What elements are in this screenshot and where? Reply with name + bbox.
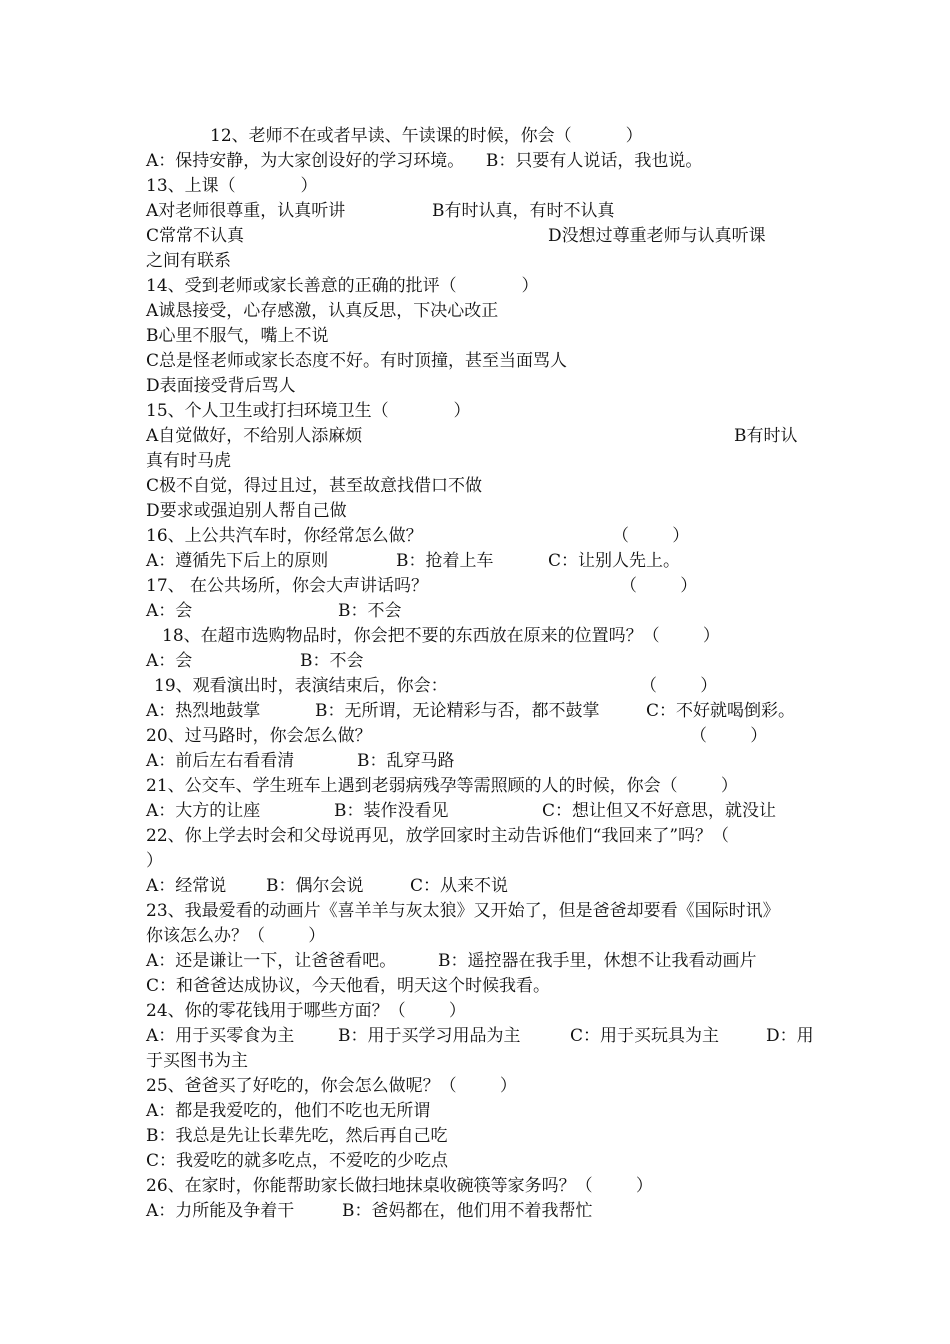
q21-option-c: C：想让但又不好意思，就没让 (542, 801, 777, 821)
q14-option-a: A诚恳接受，心存感激，认真反思，下决心改正 (146, 301, 499, 321)
q26-option-b: B：爸妈都在，他们用不着我帮忙 (342, 1201, 593, 1221)
q16-option-a: A：遵循先下后上的原则 (146, 551, 329, 571)
q15-option-b-cont: 真有时马虎 (146, 451, 231, 471)
q17-answer-blank: （ ） (620, 576, 698, 596)
q16-option-b: B：抢着上车 (396, 551, 494, 571)
q20-answer-blank: （ ） (690, 726, 768, 746)
q17-option-a: A：会 (146, 601, 193, 621)
question-26: 26、在家时，你能帮助家长做扫地抹桌收碗筷等家务吗？（ ） (146, 1176, 653, 1196)
q13-option-b: B有时认真，有时不认真 (432, 201, 615, 221)
q22-option-a: A：经常说 (146, 876, 227, 896)
q12-options: A：保持安静，为大家创设好的学习环境。 B：只要有人说话，我也说。 (146, 151, 703, 171)
q19-option-a: A：热烈地鼓掌 (146, 701, 261, 721)
question-12: 12、老师不在或者早读、午读课的时候，你会（ ） (210, 126, 643, 146)
question-18: 18、在超市选购物品时，你会把不要的东西放在原来的位置吗？（ ） (162, 626, 720, 646)
q15-option-b: B有时认 (734, 426, 798, 446)
q13-option-d: D没想过尊重老师与认真听课 (548, 226, 766, 246)
question-24: 24、你的零花钱用于哪些方面？（ ） (146, 1001, 466, 1021)
q19-option-c: C：不好就喝倒彩。 (646, 701, 796, 721)
q21-option-a: A：大方的让座 (146, 801, 261, 821)
q25-option-b: B：我总是先让长辈先吃，然后再自己吃 (146, 1126, 448, 1146)
q25-option-c: C：我爱吃的就多吃点，不爱吃的少吃点 (146, 1151, 449, 1171)
q23-option-b: B：遥控器在我手里，休想不让我看动画片 (438, 951, 757, 971)
q15-option-a: A自觉做好，不给别人添麻烦 (146, 426, 363, 446)
question-23-cont: 你该怎么办？（ ） (146, 926, 326, 946)
question-15: 15、个人卫生或打扫环境卫生（ ） (146, 401, 471, 421)
question-25: 25、爸爸买了好吃的，你会怎么做呢？（ ） (146, 1076, 517, 1096)
q22-option-b: B：偶尔会说 (266, 876, 364, 896)
q14-option-d: D表面接受背后骂人 (146, 376, 296, 396)
q18-option-a: A：会 (146, 651, 193, 671)
q16-option-c: C：让别人先上。 (548, 551, 681, 571)
q20-option-a: A：前后左右看看清 (146, 751, 295, 771)
q21-option-b: B：装作没看见 (334, 801, 449, 821)
q13-option-a: A对老师很尊重，认真听讲 (146, 201, 346, 221)
q23-option-a: A：还是谦让一下，让爸爸看吧。 (146, 951, 397, 971)
question-23: 23、我最爱看的动画片《喜羊羊与灰太狼》又开始了，但是爸爸却要看《国际时讯》 (146, 901, 780, 921)
q13-option-c: C常常不认真 (146, 226, 245, 246)
q23-option-c: C：和爸爸达成协议，今天他看，明天这个时候我看。 (146, 976, 551, 996)
q14-option-b: B心里不服气，嘴上不说 (146, 326, 329, 346)
q24-option-d: D：用 (766, 1026, 814, 1046)
q22-option-c: C：从来不说 (410, 876, 509, 896)
q19-answer-blank: （ ） (640, 676, 718, 696)
q24-option-a: A：用于买零食为主 (146, 1026, 295, 1046)
q15-option-c: C极不自觉，得过且过，甚至故意找借口不做 (146, 476, 483, 496)
q15-option-d: D要求或强迫别人帮自己做 (146, 501, 347, 521)
question-22: 22、你上学去时会和父母说再见，放学回家时主动告诉他们“我回来了”吗？（ (146, 826, 730, 846)
q16-answer-blank: （ ） (612, 526, 690, 546)
question-13: 13、上课（ ） (146, 176, 318, 196)
q25-option-a: A：都是我爱吃的，他们不吃也无所谓 (146, 1101, 431, 1121)
q17-option-b: B：不会 (338, 601, 402, 621)
question-19: 19、观看演出时，表演结束后，你会： (154, 676, 448, 696)
q20-option-b: B：乱穿马路 (357, 751, 455, 771)
question-17: 17、 在公共场所，你会大声讲话吗？ (146, 576, 429, 596)
question-16: 16、上公共汽车时，你经常怎么做？ (146, 526, 423, 546)
q24-option-c: C：用于买玩具为主 (570, 1026, 720, 1046)
question-14: 14、受到老师或家长善意的正确的批评（ ） (146, 276, 539, 296)
q24-option-b: B：用于买学习用品为主 (338, 1026, 521, 1046)
q26-option-a: A：力所能及争着干 (146, 1201, 295, 1221)
question-20: 20、过马路时，你会怎么做？ (146, 726, 372, 746)
q24-option-d-cont: 于买图书为主 (146, 1051, 248, 1071)
q22-answer-blank-cont: ） (146, 851, 163, 871)
q19-option-b: B：无所谓，无论精彩与否，都不鼓掌 (315, 701, 600, 721)
q18-option-b: B：不会 (300, 651, 364, 671)
question-21: 21、公交车、学生班车上遇到老弱病残孕等需照顾的人的时候，你会（ ） (146, 776, 738, 796)
q13-option-d-cont: 之间有联系 (146, 251, 231, 271)
q14-option-c: C总是怪老师或家长态度不好。有时顶撞，甚至当面骂人 (146, 351, 568, 371)
